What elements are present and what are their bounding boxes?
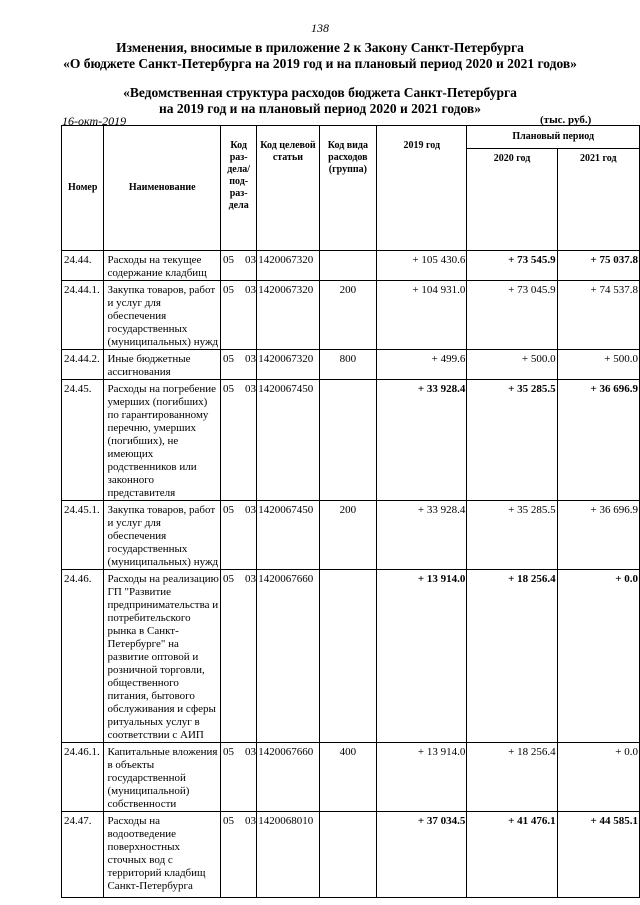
unit-label: (тыс. руб.) <box>540 114 592 126</box>
row-name: Расходы на погребение умерших (погибших) по гарантированному перечню, умерших (погибших), не имеющих родственников или законного представителя <box>104 380 221 501</box>
row-number: 24.46. <box>62 570 104 743</box>
col-2019: 2019 год <box>377 126 467 251</box>
row-section: 05 03 <box>221 281 257 350</box>
row-target: 1420068010 <box>257 812 319 898</box>
row-name: Расходы на текущее содержание кладбищ <box>104 251 221 281</box>
row-2020: + 73 045.9 <box>467 281 557 350</box>
row-name: Капитальные вложения в объекты государственной (муниципальной) собственности <box>104 743 221 812</box>
row-group: 200 <box>319 501 377 570</box>
row-group: 800 <box>319 350 377 380</box>
table-row <box>62 812 640 898</box>
col-name: Наименование <box>104 126 221 251</box>
row-2019: + 13 914.0 <box>377 570 467 743</box>
table-row <box>62 570 640 743</box>
document-date: 16-окт-2019 <box>62 114 127 128</box>
title-line-3: «Ведомственная структура расходов бюджета Санкт-Петербурга <box>123 85 517 100</box>
row-target: 1420067320 <box>257 350 319 380</box>
row-2020: + 500.0 <box>467 350 557 380</box>
row-target: 1420067660 <box>257 570 319 743</box>
budget-table <box>61 125 640 898</box>
row-section: 05 03 <box>221 501 257 570</box>
title-line-2: «О бюджете Санкт-Петербурга на 2019 год и на плановый период 2020 и 2021 годов» <box>63 56 577 71</box>
row-2020: + 73 545.9 <box>467 251 557 281</box>
page-number: 138 <box>311 21 329 35</box>
row-group <box>319 812 377 898</box>
row-2019: + 104 931.0 <box>377 281 467 350</box>
row-name: Расходы на водоотведение поверхностных сточных вод с территорий кладбищ Санкт-Петербурга <box>104 812 221 898</box>
row-2021: + 75 037.8 <box>557 251 639 281</box>
row-name: Расходы на реализацию ГП "Развитие предпринимательства и потребительского рынка в Санкт-Петербурге" на развитие оптовой и розничной торговли, общественного питания, бытового обслуживания и сферы ритуальных услуг в соответствии с АИП <box>104 570 221 743</box>
row-2021: + 500.0 <box>557 350 639 380</box>
row-2020: + 35 285.5 <box>467 380 557 501</box>
row-number: 24.45.1. <box>62 501 104 570</box>
row-section: 05 03 <box>221 812 257 898</box>
row-number: 24.47. <box>62 812 104 898</box>
title-line-4: на 2019 год и на плановый период 2020 и 2021 годов» <box>159 101 481 116</box>
row-group <box>319 251 377 281</box>
row-section: 05 03 <box>221 570 257 743</box>
row-name: Закупка товаров, работ и услуг для обеспечения государственных (муниципальных) нужд <box>104 281 221 350</box>
row-group <box>319 380 377 501</box>
row-2020: + 35 285.5 <box>467 501 557 570</box>
row-number: 24.44. <box>62 251 104 281</box>
col-number: Номер <box>62 126 104 251</box>
table-row <box>62 380 640 501</box>
document-title <box>0 40 640 72</box>
row-target: 1420067450 <box>257 501 319 570</box>
row-number: 24.46.1. <box>62 743 104 812</box>
row-2021: + 36 696.9 <box>557 380 639 501</box>
col-2020: 2020 год <box>467 149 557 251</box>
col-2021: 2021 год <box>557 149 639 251</box>
row-2021: + 36 696.9 <box>557 501 639 570</box>
row-target: 1420067320 <box>257 281 319 350</box>
row-target: 1420067320 <box>257 251 319 281</box>
row-group: 400 <box>319 743 377 812</box>
appendix-title <box>0 85 640 117</box>
row-section: 05 03 <box>221 380 257 501</box>
row-2020: + 41 476.1 <box>467 812 557 898</box>
row-2019: + 13 914.0 <box>377 743 467 812</box>
row-2019: + 105 430.6 <box>377 251 467 281</box>
row-2019: + 33 928.4 <box>377 380 467 501</box>
row-section: 05 03 <box>221 743 257 812</box>
col-expense: Код вида расходов (группа) <box>319 126 377 251</box>
row-group <box>319 570 377 743</box>
row-section: 05 03 <box>221 350 257 380</box>
table-row <box>62 743 640 812</box>
row-2020: + 18 256.4 <box>467 743 557 812</box>
row-group: 200 <box>319 281 377 350</box>
row-2019: + 37 034.5 <box>377 812 467 898</box>
title-line-1: Изменения, вносимые в приложение 2 к Закону Санкт-Петербурга <box>116 40 524 55</box>
row-number: 24.44.1. <box>62 281 104 350</box>
row-2021: + 0.0 <box>557 570 639 743</box>
row-target: 1420067660 <box>257 743 319 812</box>
row-2021: + 74 537.8 <box>557 281 639 350</box>
col-target: Код целевой статьи <box>257 126 319 251</box>
row-target: 1420067450 <box>257 380 319 501</box>
table-row <box>62 281 640 350</box>
table-row <box>62 501 640 570</box>
row-name: Закупка товаров, работ и услуг для обеспечения государственных (муниципальных) нужд <box>104 501 221 570</box>
col-planned: Плановый период <box>467 126 640 149</box>
row-number: 24.44.2. <box>62 350 104 380</box>
row-section: 05 03 <box>221 251 257 281</box>
row-name: Иные бюджетные ассигнования <box>104 350 221 380</box>
row-2021: + 44 585.1 <box>557 812 639 898</box>
col-section: Код раз-дела/ под-раз-дела <box>221 126 257 251</box>
row-2019: + 33 928.4 <box>377 501 467 570</box>
row-2020: + 18 256.4 <box>467 570 557 743</box>
table-row <box>62 350 640 380</box>
table-row <box>62 251 640 281</box>
row-number: 24.45. <box>62 380 104 501</box>
row-2021: + 0.0 <box>557 743 639 812</box>
row-2019: + 499.6 <box>377 350 467 380</box>
